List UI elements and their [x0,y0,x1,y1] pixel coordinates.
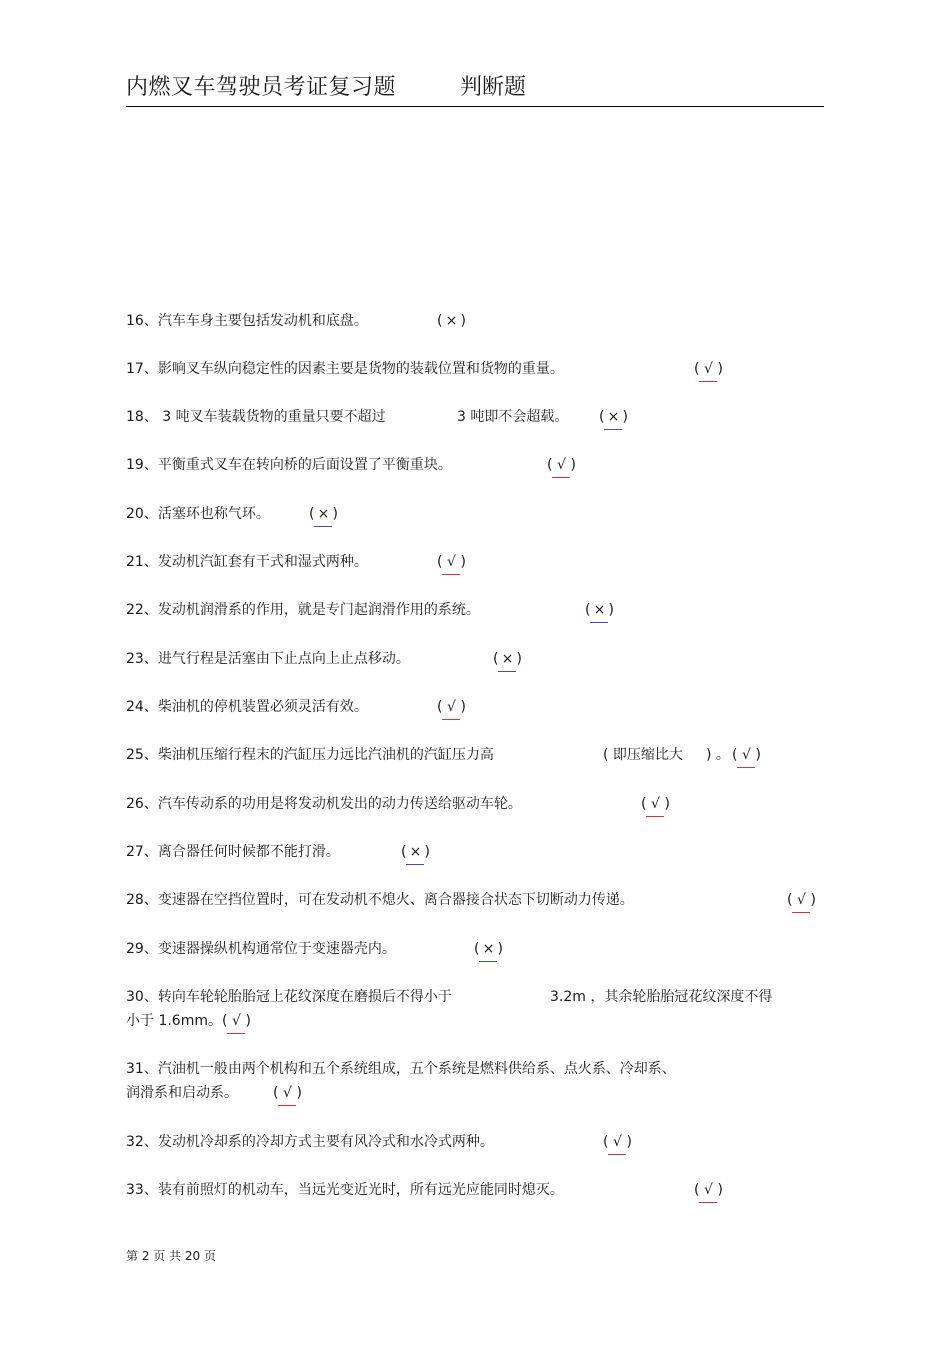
answer-32: ( √ ) [603,1130,632,1155]
question-33: 33、装有前照灯的机动车，当远光变近光时，所有远光应能同时熄灭。 [126,1182,564,1198]
question-28: 28、变速器在空挡位置时，可在发动机不熄火、离合器接合状态下切断动力传递。 [126,892,634,908]
answer-22: ( × ) [585,598,614,623]
question-30-cont: 3.2m ，其余轮胎胎冠花纹深度不得 [550,989,773,1005]
question-27: 27、离合器任何时候都不能打滑。 [126,844,340,860]
answer-21: ( √ ) [437,550,466,575]
question-32: 32、发动机冷却系的冷却方式主要有风冷式和水冷式两种。 [126,1134,494,1150]
question-22: 22、发动机润滑系的作用，就是专门起润滑作用的系统。 [126,602,480,618]
answer-16: ( × ) [437,313,466,329]
question-18-cont: 3 吨即不会超载。 [457,409,569,425]
document-title: 内燃叉车驾驶员考证复习题 [126,75,397,100]
answer-25: ( √ ) [732,743,761,768]
question-16: 16、汽车车身主要包括发动机和底盘。 [126,313,368,329]
answer-19: ( √ ) [547,453,576,478]
page-number: 第 2 页 共 20 页 [126,1249,216,1263]
answer-29: ( × ) [474,937,503,962]
question-31: 31、汽油机一般由两个机构和五个系统组成，五个系统是燃料供给系、点火系、冷却系、 [126,1061,676,1077]
question-30-line2: 小于 1.6mm。( √ ) [126,1009,251,1034]
question-19: 19、平衡重式叉车在转向桥的后面设置了平衡重块。 [126,457,452,473]
question-24: 24、柴油机的停机装置必须灵活有效。 [126,699,368,715]
answer-17: ( √ ) [694,357,723,382]
answer-26: ( √ ) [641,792,670,817]
page-header [126,70,824,107]
question-20: 20、活塞环也称气环。 [126,506,270,522]
question-23: 23、进气行程是活塞由下止点向上止点移动。 [126,651,410,667]
question-29: 29、变速器操纵机构通常位于变速器壳内。 [126,941,396,957]
answer-27: ( × ) [401,840,430,865]
section-title: 判断题 [460,75,527,100]
question-25: 25、柴油机压缩行程末的汽缸压力远比汽油机的汽缸压力高 [126,747,494,763]
answer-30: √ [227,1009,245,1034]
question-26: 26、汽车传动系的功用是将发动机发出的动力传送给驱动车轮。 [126,796,522,812]
answer-24: ( √ ) [437,695,466,720]
answer-33: ( √ ) [694,1178,723,1203]
question-21: 21、发动机汽缸套有干式和湿式两种。 [126,554,368,570]
question-18: 18、 3 吨叉车装载货物的重量只要不超过 [126,409,386,425]
question-30: 30、转向车轮轮胎胎冠上花纹深度在磨损后不得小于 [126,989,452,1005]
answer-28: ( √ ) [787,888,816,913]
question-17: 17、影响叉车纵向稳定性的因素主要是货物的装载位置和货物的重量。 [126,361,564,377]
answer-18: ( × ) [599,405,628,430]
answer-31: ( √ ) [273,1081,302,1106]
question-25-note: ( 即压缩比大 [603,747,683,763]
question-31-line2: 润滑系和启动系。 [126,1085,238,1101]
answer-23: ( × ) [493,647,522,672]
question-25-end: ) 。 [706,747,730,763]
answer-20: ( × ) [309,502,338,527]
